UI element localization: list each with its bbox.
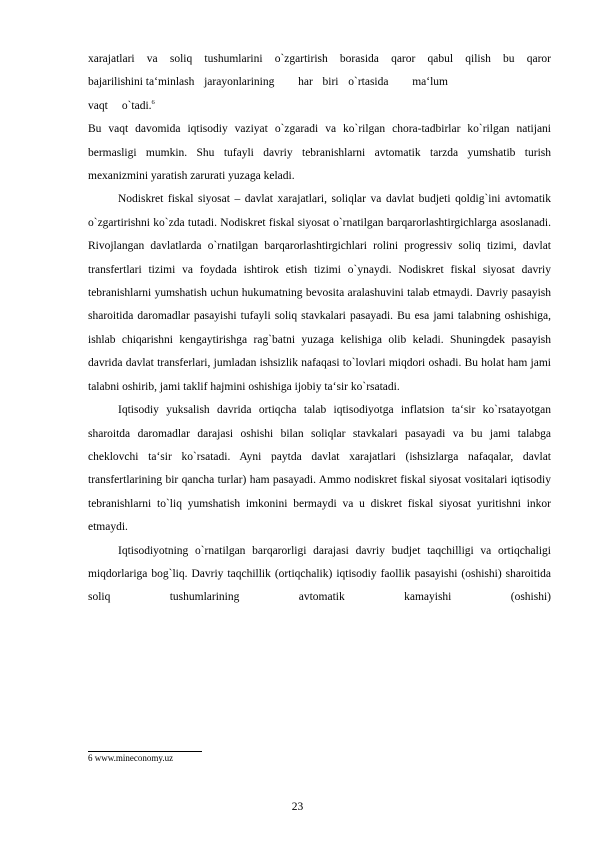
paragraph-continued-line1: [88, 48, 551, 71]
paragraph-continued-line3: [88, 95, 551, 118]
p0-word-8: o`tadi.: [121, 99, 152, 112]
p0-word-2: jarayonlarining: [204, 76, 275, 89]
paragraph-continued-line1-text: xarajatlari va soliq tushumlarini o`zgartirish borasida qaror qabul qilish bu qaror: [88, 53, 551, 65]
p0-word-3: har: [298, 76, 313, 89]
paragraph-2: Nodiskret fiskal siyosat – davlat xarajatlari, soliqlar va davlat budjeti qoldig`ini avtomatik o`zgartirishni ko`zda tutadi. Nodiskret fiskal siyosat o`rnatilgan barqarorlashtirgichlarga asoslanadi. Rivojlangan davlatlarda o`rnatilgan barqarorlashtirgichlari rolini progressiv soliq tizimi, davlat transfertlari tizimi va foydada ishtirok etish tizimi o`ynaydi. Nodiskret fiskal siyosat davriy tebranishlarni yumshatish uchun hukumatning bevosita aralashuvini talab etmaydi. Davriy pasayish sharoitida daromadlar pasayishi tufayli soliq stavkalari pasayadi. Bu esa jami talabning oshishiga, ishlab chiqarishni kengaytirishga rag`batni yuzaga kelishiga olib keladi. Shuningdek pasayish davrida davlat transferlari, jumladan ishsizlik nafaqasi to`lovlari miqdori oshadi. Bu holat ham jami talabni oshirib, jami taklif hajmini oshishiga ijobiy ta‘sir ko`rsatadi.: [88, 193, 551, 393]
footnote: 6 www.mineconomy.uz: [88, 753, 174, 763]
paragraph-4: Iqtisodiyotning o`rnatilgan barqarorligi darajasi davriy budjet taqchilligi va ortiqchaligi miqdorlariga bog`liq. Davriy taqchillik (ortiqchalik) iqtisodiy faollik pasayishi (oshishi) sharoitida soliq tushumlarining avtomatik kamayishi (oshishi): [88, 544, 551, 604]
page-number: 23: [291, 801, 304, 813]
p0-word-4: biri: [322, 76, 339, 89]
footnote-separator: [88, 751, 202, 752]
p0-word-7: vaqt: [88, 99, 108, 112]
footnote-reference-marker: 6: [151, 98, 155, 106]
paragraph-1: Bu vaqt davomida iqtisodiy vaziyat o`zgaradi va ko`rilgan chora-tadbirlar ko`rilgan natijani bermasligi mumkin. Shu tufayli davriy tebranishlarni avtomatik tarzda yumshatib turish mexanizmini yaratish zarurati yuzaga keladi.: [88, 123, 551, 183]
p0-word-5: o`rtasida: [348, 76, 389, 89]
p0-word-1: bajarilishini ta‘minlash: [88, 76, 195, 89]
body-text: [88, 48, 551, 610]
paragraph-3: Iqtisodiy yuksalish davrida ortiqcha talab iqtisodiyotga inflatsion ta‘sir ko`rsatayotgan sharoitda daromadlar darajasi oshishi bilan soliqlar stavkalari pasayadi va bu jami talabga cheklovchi ta‘sir ko`rsatadi. Ayni paytda davlat xarajatlari (ishsizlarga nafaqalar, davlat transfertlarining bir qancha turlar) ham pasayadi. Ammo nodiskret fiskal siyosat vositalari iqtisodiy tebranishlarni to`liq yumshatish imkonini bermaydi va u diskret fiskal siyosat yuritishni inkor etmaydi.: [88, 404, 551, 534]
paragraph-continued-line2: [88, 71, 448, 94]
p0-word-6: ma‘lum: [412, 76, 448, 89]
